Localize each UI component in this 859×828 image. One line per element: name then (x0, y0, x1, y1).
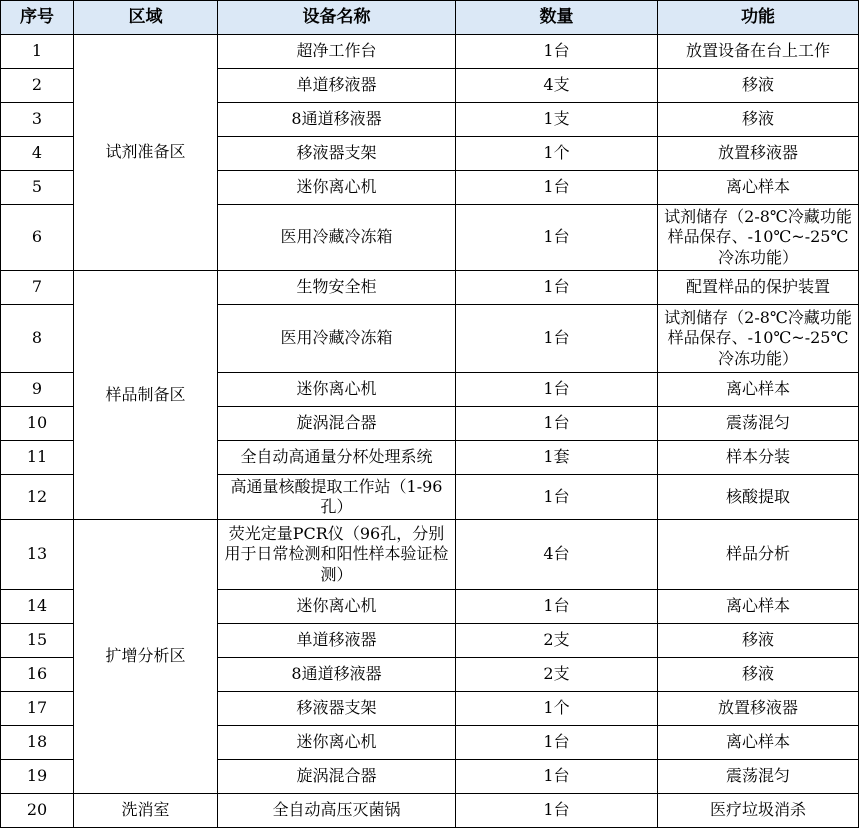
header-row (1, 1, 859, 35)
cell-func: 样本分装 (658, 441, 859, 475)
cell-func: 离心样本 (658, 590, 859, 624)
cell-area-amplification: 扩增分析区 (74, 520, 218, 794)
cell-qty: 1台 (456, 373, 658, 407)
cell-func: 医疗垃圾消杀 (658, 794, 859, 828)
cell-func: 离心样本 (658, 373, 859, 407)
cell-func: 样品分析 (658, 520, 859, 590)
cell-qty: 2支 (456, 658, 658, 692)
table-row (1, 271, 859, 305)
cell-no: 14 (1, 590, 74, 624)
cell-device: 旋涡混合器 (218, 760, 456, 794)
table-row (1, 794, 859, 828)
cell-device: 全自动高通量分杯处理系统 (218, 441, 456, 475)
header-device: 设备名称 (218, 1, 456, 35)
cell-qty: 1台 (456, 271, 658, 305)
cell-func: 放置移液器 (658, 137, 859, 171)
cell-qty: 1台 (456, 407, 658, 441)
cell-no: 13 (1, 520, 74, 590)
cell-no: 16 (1, 658, 74, 692)
cell-func: 移液 (658, 103, 859, 137)
cell-qty: 1台 (456, 726, 658, 760)
cell-qty: 1台 (456, 475, 658, 520)
cell-area-sample: 样品制备区 (74, 271, 218, 520)
cell-func: 配置样品的保护装置 (658, 271, 859, 305)
cell-func: 移液 (658, 658, 859, 692)
cell-device: 移液器支架 (218, 137, 456, 171)
cell-qty: 1台 (456, 590, 658, 624)
cell-no: 19 (1, 760, 74, 794)
cell-device: 移液器支架 (218, 692, 456, 726)
cell-device: 8通道移液器 (218, 103, 456, 137)
header-func: 功能 (658, 1, 859, 35)
cell-func: 离心样本 (658, 726, 859, 760)
cell-device: 生物安全柜 (218, 271, 456, 305)
cell-no: 18 (1, 726, 74, 760)
cell-device: 超净工作台 (218, 35, 456, 69)
cell-no: 17 (1, 692, 74, 726)
cell-func: 震荡混匀 (658, 407, 859, 441)
cell-func: 离心样本 (658, 171, 859, 205)
cell-func: 试剂储存（2-8℃冷藏功能样品保存、-10℃~-25℃冷冻功能） (658, 305, 859, 373)
cell-no: 9 (1, 373, 74, 407)
cell-func: 试剂储存（2-8℃冷藏功能样品保存、-10℃~-25℃冷冻功能） (658, 205, 859, 271)
cell-device: 医用冷藏冷冻箱 (218, 205, 456, 271)
cell-no: 12 (1, 475, 74, 520)
cell-no: 15 (1, 624, 74, 658)
cell-area-washing: 洗消室 (74, 794, 218, 828)
cell-no: 4 (1, 137, 74, 171)
cell-no: 3 (1, 103, 74, 137)
cell-device: 单道移液器 (218, 69, 456, 103)
cell-qty: 2支 (456, 624, 658, 658)
header-area: 区域 (74, 1, 218, 35)
table-row (1, 520, 859, 590)
cell-device: 迷你离心机 (218, 373, 456, 407)
cell-device: 单道移液器 (218, 624, 456, 658)
cell-no: 8 (1, 305, 74, 373)
cell-device: 医用冷藏冷冻箱 (218, 305, 456, 373)
cell-no: 6 (1, 205, 74, 271)
cell-qty: 4支 (456, 69, 658, 103)
cell-func: 震荡混匀 (658, 760, 859, 794)
header-qty: 数量 (456, 1, 658, 35)
cell-no: 20 (1, 794, 74, 828)
cell-func: 放置移液器 (658, 692, 859, 726)
cell-device: 全自动高压灭菌锅 (218, 794, 456, 828)
cell-no: 7 (1, 271, 74, 305)
cell-func: 移液 (658, 69, 859, 103)
cell-qty: 1台 (456, 305, 658, 373)
cell-device: 荧光定量PCR仪（96孔，分别用于日常检测和阳性样本验证检测） (218, 520, 456, 590)
cell-device: 旋涡混合器 (218, 407, 456, 441)
cell-qty: 1台 (456, 794, 658, 828)
cell-no: 11 (1, 441, 74, 475)
cell-qty: 1个 (456, 692, 658, 726)
cell-device: 高通量核酸提取工作站（1-96孔） (218, 475, 456, 520)
cell-qty: 1个 (456, 137, 658, 171)
cell-device: 迷你离心机 (218, 726, 456, 760)
cell-func: 放置设备在台上工作 (658, 35, 859, 69)
cell-qty: 1台 (456, 205, 658, 271)
cell-func: 移液 (658, 624, 859, 658)
table-row (1, 35, 859, 69)
cell-no: 2 (1, 69, 74, 103)
cell-device: 迷你离心机 (218, 590, 456, 624)
cell-area-reagent: 试剂准备区 (74, 35, 218, 271)
cell-no: 5 (1, 171, 74, 205)
cell-qty: 1套 (456, 441, 658, 475)
cell-device: 迷你离心机 (218, 171, 456, 205)
header-no: 序号 (1, 1, 74, 35)
cell-func: 核酸提取 (658, 475, 859, 520)
cell-qty: 1台 (456, 760, 658, 794)
cell-device: 8通道移液器 (218, 658, 456, 692)
cell-no: 1 (1, 35, 74, 69)
cell-no: 10 (1, 407, 74, 441)
cell-qty: 4台 (456, 520, 658, 590)
cell-qty: 1台 (456, 171, 658, 205)
cell-qty: 1台 (456, 35, 658, 69)
cell-qty: 1支 (456, 103, 658, 137)
